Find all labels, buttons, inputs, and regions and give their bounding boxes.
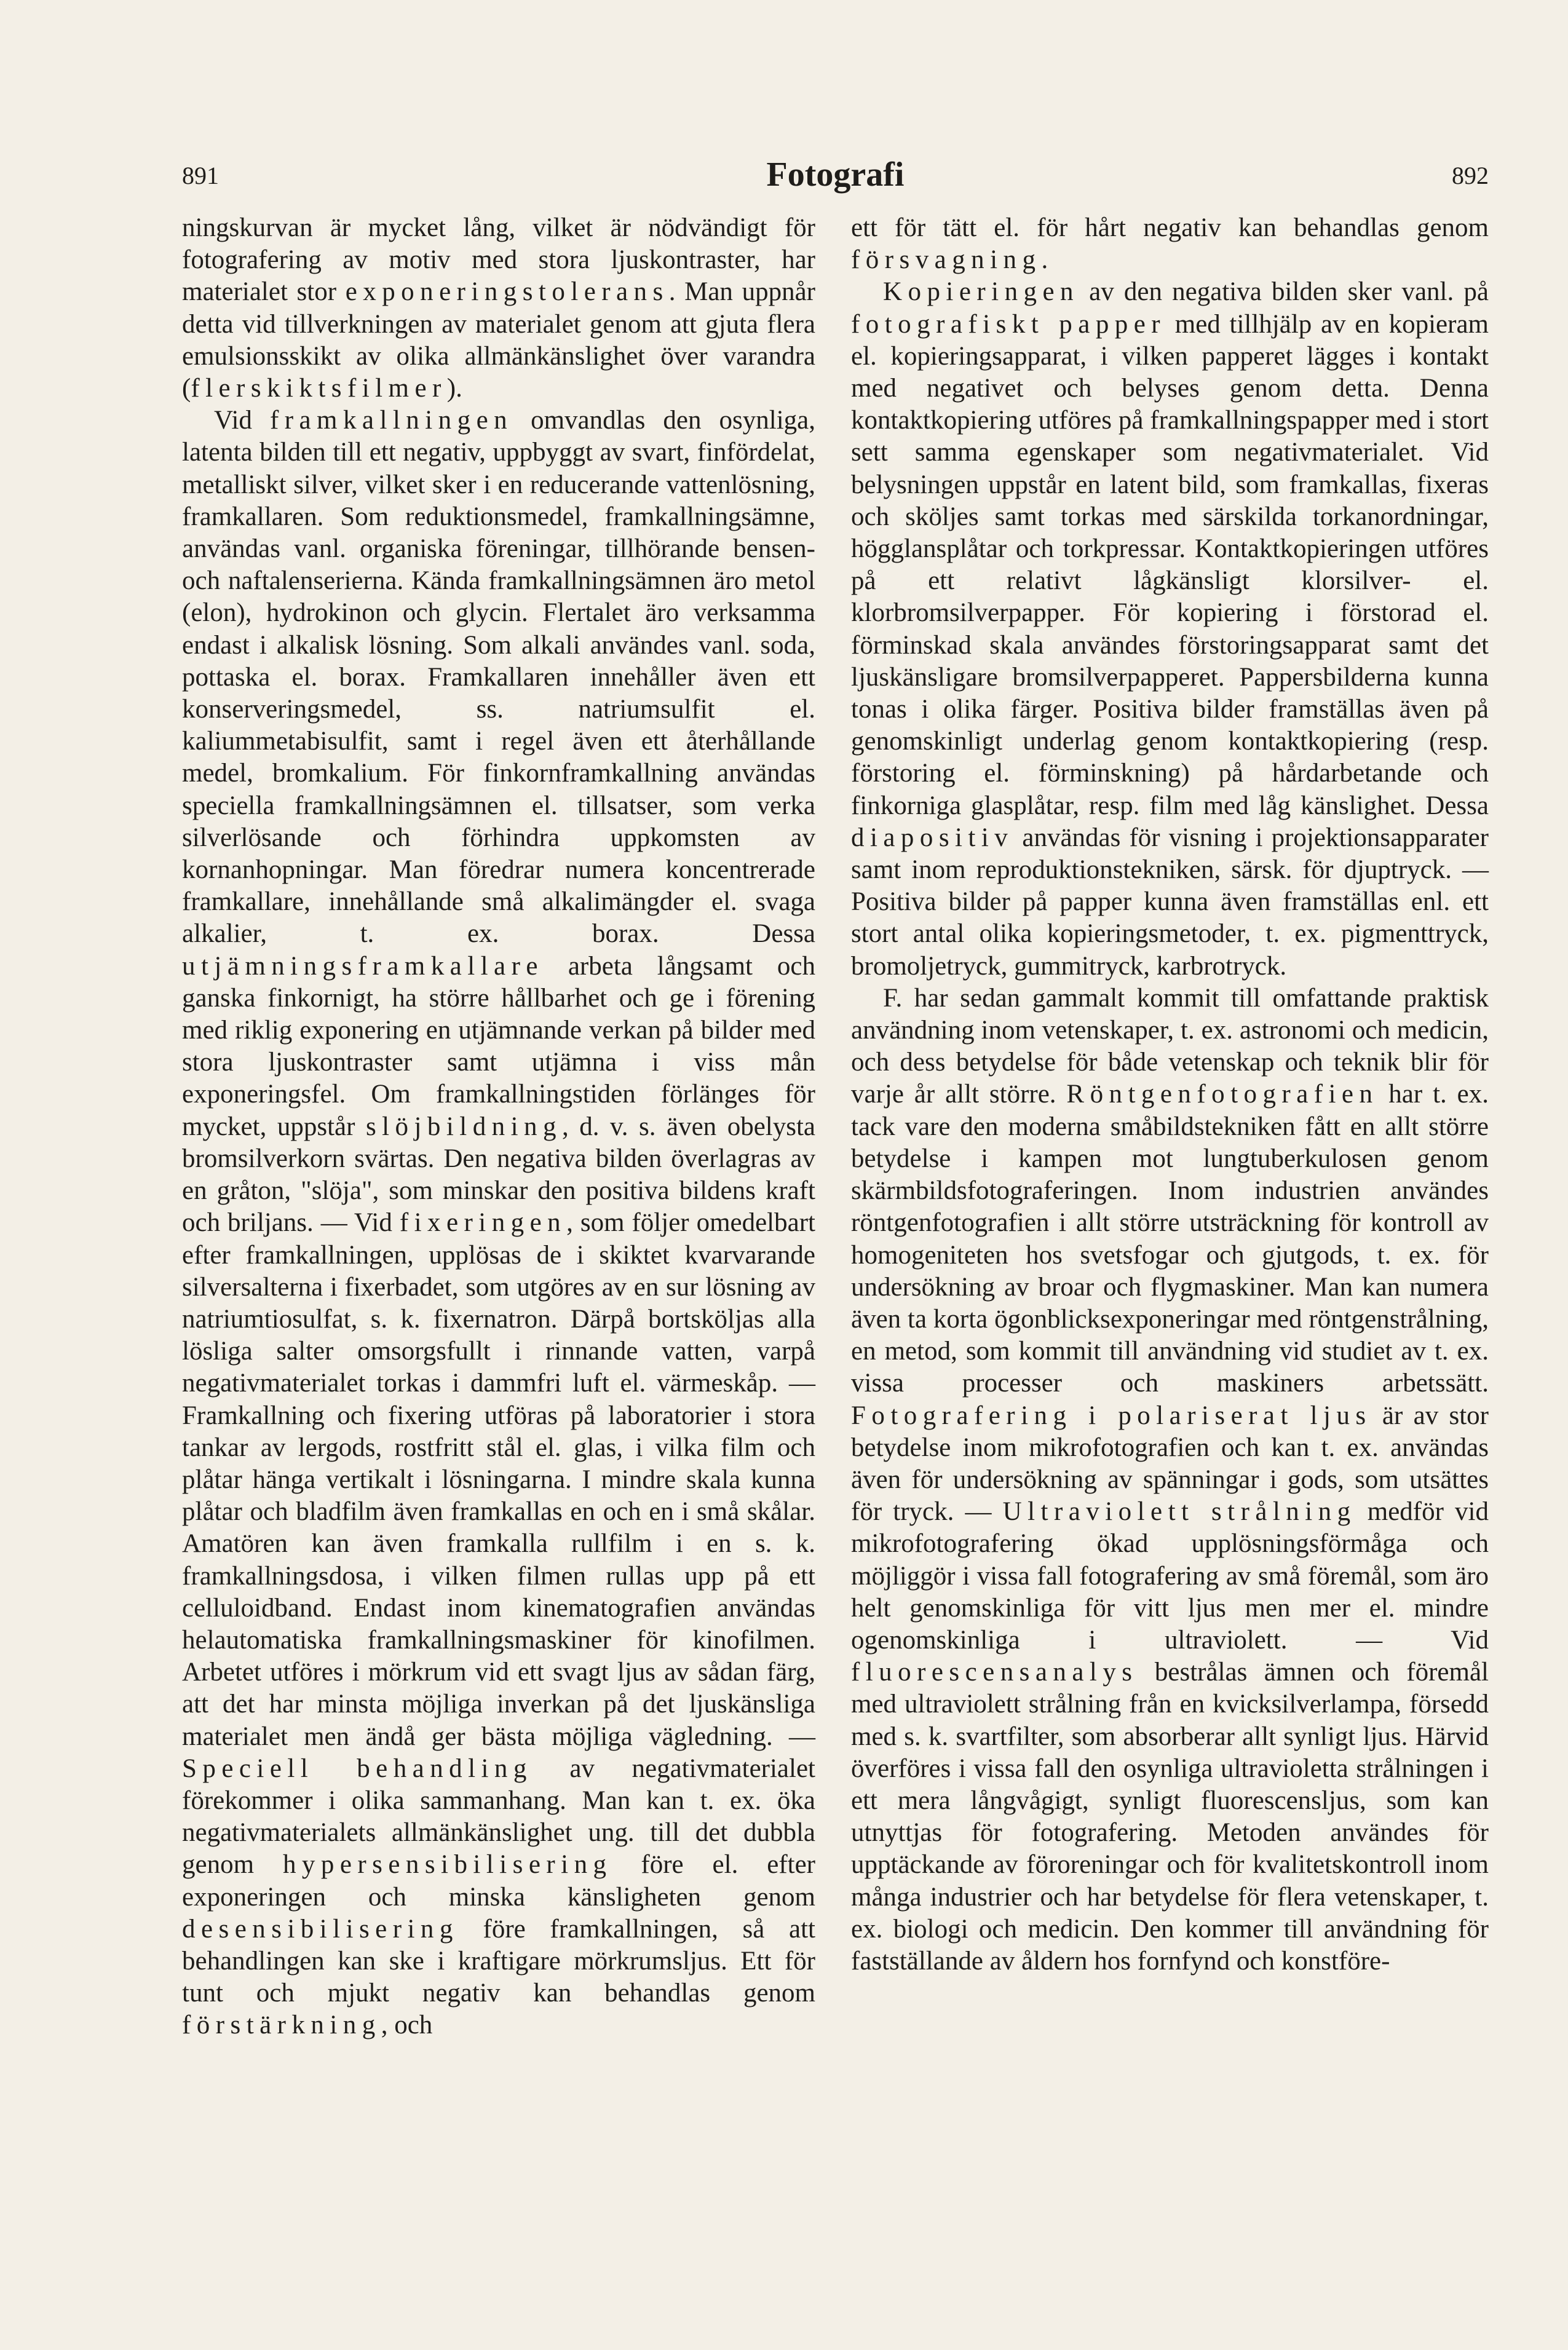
paragraph: Kopieringen av den negativa bilden sker vanl. på fotografiskt papper med tillhjälp av en kopieram el. kopieringsapparat, i vilken papperet lägges i kontakt med negativet och belyses genom detta. Denna kontaktkopiering utföres på framkallningspapper med i stort sett samma egenskaper som negativmaterialet. Vid belysningen uppstår en latent bild, som framkallas, fixeras och sköljes samt torkas med särskilda torkanordningar, högglansplåtar och torkpressar. Kontaktkopieringen utföres på ett relativt lågkänsligt klorsilver- el. klorbromsilverpapper. För kopiering i förstorad el. förminskad skala användes förstoringsapparat samt det ljuskänsligare bromsilverpapperet. Pappersbilderna kunna tonas i olika färger. Positiva bilder framställas även på genomskinligt underlag genom kontaktkopiering (resp. förstoring el. förminskning) på hårdarbetande och finkorniga glasplåtar, resp. film med låg känslighet. Dessa diapositiv användas för visning i projektionsapparater samt inom reproduktionstekniken, särsk. för djuptryck. — Positiva bilder på papper kunna även framställas enl. ett stort antal olika kopieringsmetoder, t. ex. pigmenttryck, bromoljetryck, gummitryck, karbrotryck. [851,277,1489,981]
left-column [182,212,815,2042]
right-column [851,212,1489,1977]
page-title: Fotografi [766,156,905,194]
page-number-left: 891 [182,162,219,189]
paragraph: F. har sedan gammalt kommit till omfattande praktisk användning inom vetenskaper, t. ex. astronomi och medicin, och dess betydelse för både vetenskap och teknik blir för varje år allt större. Röntgenfotografien har t. ex. tack vare den moderna småbildstekniken fått en allt större betydelse i kampen mot lungtuberkulosen genom skärmbildsfotograferingen. Inom industrien användes röntgenfotografien i allt större utsträckning för kontroll av homogeniteten hos svetsfogar och gjutgods, t. ex. för undersökning av broar och flygmaskiner. Man kan numera även ta korta ögonblicksexponeringar med röntgenstrålning, en metod, som kommit till användning vid studiet av t. ex. vissa processer och maskiners arbetssätt. Fotografering i polariserat ljus är av stor betydelse inom mikrofotografien och kan t. ex. användas även för undersökning av spänningar i gods, som utsättes för tryck. — Ultraviolett strålning medför vid mikrofotografering ökad upplösningsförmåga och möjliggör i vissa fall fotografering av små föremål, som äro helt genomskinliga för vitt ljus men mer el. mindre ogenomskinliga i ultraviolett. — Vid fluorescensanalys bestrålas ämnen och föremål med ultraviolett strålning från en kvicksilverlampa, försedd med s. k. svartfilter, som absorberar allt synligt ljus. Härvid överföres i vissa fall den osynliga ultravioletta strålningen i ett mera långvågigt, synligt fluorescensljus, som kan utnyttjas för fotografering. Metoden användes för upptäckande av föroreningar och för kvalitetskontroll inom många industrier och har betydelse för flera vetenskaper, t. ex. biologi och medicin. Den kommer till användning för fastställande av åldern hos fornfynd och konstföre- [851,983,1489,1976]
paragraph: Vid framkallningen omvandlas den osynliga, latenta bilden till ett negativ, uppbyggt av svart, finfördelat, metalliskt silver, vilket sker i en reducerande vattenlösning, framkallaren. Som reduktionsmedel, framkallningsämne, användas vanl. organiska föreningar, tillhörande bensen- och naftalenserierna. Kända framkallningsämnen äro metol (elon), hydrokinon och glycin. Flertalet äro verksamma endast i alkalisk lösning. Som alkali användes vanl. soda, pottaska el. borax. Framkallaren innehåller även ett konserveringsmedel, ss. natriumsulfit el. kaliummetabisulfit, samt i regel även ett återhållande medel, bromkalium. För finkornframkallning användas speciella framkallningsämnen el. tillsatser, som verka silverlösande och förhindra uppkomsten av kornanhopningar. Man föredrar numera koncentrerade framkallare, innehållande små alkalimängder el. svaga alkalier, t. ex. borax. Dessa utjämningsframkallare arbeta långsamt och ganska finkornigt, ha större hållbarhet och ge i förening med riklig exponering en utjämnande verkan på bilder med stora ljuskontraster samt utjämna i viss mån exponeringsfel. Om framkallningstiden förlänges för mycket, uppstår slöjbildning, d. v. s. även obelysta bromsilverkorn svärtas. Den negativa bilden överlagras av en gråton, "slöja", som minskar den positiva bildens kraft och briljans. — Vid fixeringen, som följer omedelbart efter framkallningen, upplösas de i skiktet kvarvarande silversalterna i fixerbadet, som utgöres av en sur lösning av natriumtiosulfat, s. k. fixernatron. Därpå bortsköljas alla lösliga salter omsorgsfullt i rinnande vatten, varpå negativmaterialet torkas i dammfri luft el. värmeskåp. — Framkallning och fixering utföras på laboratorier i stora tankar av lergods, rostfritt stål el. glas, i vilka film och plåtar hänga vertikalt i lösningarna. I mindre skala kunna plåtar och bladfilm även framkallas en och en i små skålar. Amatören kan även framkalla rullfilm i en s. k. framkallningsdosa, i vilken filmen rullas upp på ett celluloidband. Endast inom kinematografien användas helautomatiska framkallningsmaskiner för kinofilmen. Arbetet utföres i mörkrum vid ett svagt ljus av sådan färg, att det har minsta möjliga inverkan på det ljuskänsliga materialet men ändå ger bästa möjliga vägledning. — Speciell behandling av negativmaterialet förekommer i olika sammanhang. Man kan t. ex. öka negativmaterialets allmänkänslighet ung. till det dubbla genom hypersensibilisering före el. efter exponeringen och minska känsligheten genom desensibilisering före framkallningen, så att behandlingen kan ske i kraftigare mörkrumsljus. Ett för tunt och mjukt negativ kan behandlas genom förstärkning, och [182,406,815,2040]
paragraph: ett för tätt el. för hårt negativ kan behandlas genom försvagning. [851,213,1489,275]
page-header [182,156,1489,210]
paragraph: ningskurvan är mycket lång, vilket är nödvändigt för fotografering av motiv med stora ljuskontraster, har materialet stor exponeringstolerans. Man uppnår detta vid tillverkningen av materialet genom att gjuta flera emulsionsskikt av olika allmänkänslighet över varandra (flerskiktsfilmer). [182,213,815,403]
page-number-right: 892 [1452,162,1489,189]
